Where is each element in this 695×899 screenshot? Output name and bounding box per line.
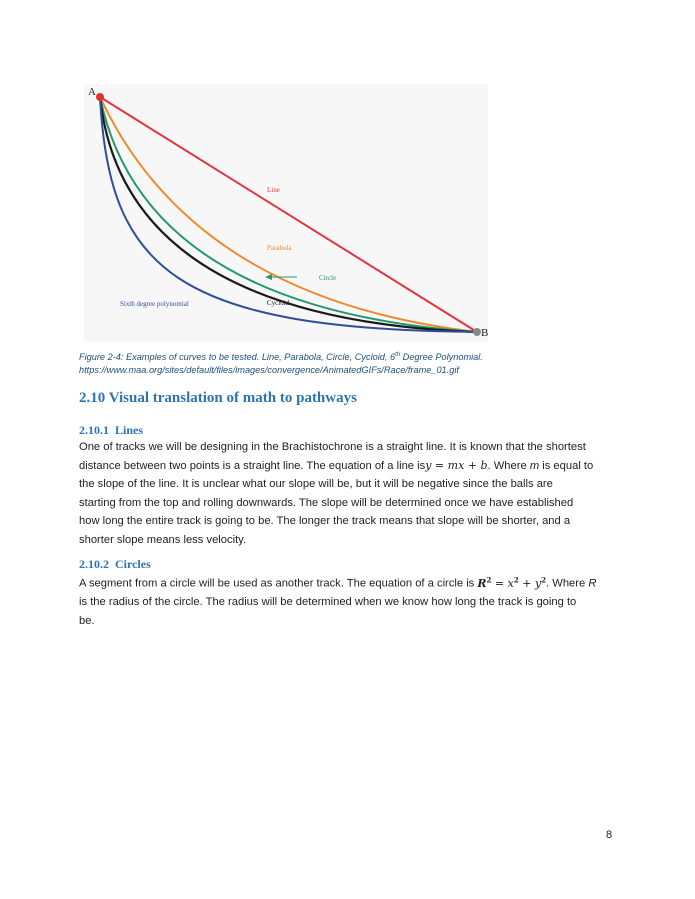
caption-line-2: https://www.maa.org/sites/default/files/images/convergence/AnimatedGIFs/Race/frame_01.gif xyxy=(79,365,459,375)
subsection-heading-circles: 2.10.2 Circles xyxy=(79,557,151,571)
caption-line-1: Figure 2-4: Examples of curves to be tested. Line, Parabola, Circle, Cycloid, 6th Degree Polynomial. xyxy=(79,351,483,362)
sixth-degree-polynomial-label: Sixth degree polynomial xyxy=(120,300,189,308)
point-b-label: B xyxy=(481,327,488,339)
lines-paragraph: One of tracks we will be designing in the Brachistochrone is a straight line. It is known that the shortest distance between two points is a straight line. The equation of a line isy = mx + b. Where m is equal to the slope of the line. It is unclear what our slope will be, but it will be negative since the balls are starting from the top and rolling downwards. The slope will be determined once we have established how long the entire track is going to be. The longer the track means that slope will be shorter, and a shorter slope means less velocity. xyxy=(79,441,594,546)
point-a-label: A xyxy=(88,86,96,98)
point-b-marker xyxy=(473,328,481,336)
brachistochrone-figure xyxy=(84,84,488,342)
subsection-heading-lines: 2.10.1 Lines xyxy=(79,423,144,437)
circle-label: Circle xyxy=(319,274,337,282)
parabola-label: Parabola xyxy=(267,244,292,252)
point-a-marker xyxy=(96,93,104,101)
circle-equation: $R^2 = x^2 + y^2$ xyxy=(477,575,547,590)
line-label: Line xyxy=(267,186,280,194)
circles-paragraph: A segment from a circle will be used as another track. The equation of a circle is $R^2 = x^2 + y^2$. Where R is the radius of the circle. The radius will be determined when we know how long the track is going to be. xyxy=(79,575,597,627)
line-equation: y = mx + b xyxy=(425,458,488,472)
figure-caption xyxy=(79,351,619,377)
curves-diagram xyxy=(84,84,488,342)
cycloid-label: Cycloid xyxy=(267,299,290,307)
section-heading: 2.10 Visual translation of math to pathways xyxy=(79,390,357,406)
page-number: 8 xyxy=(606,829,613,841)
